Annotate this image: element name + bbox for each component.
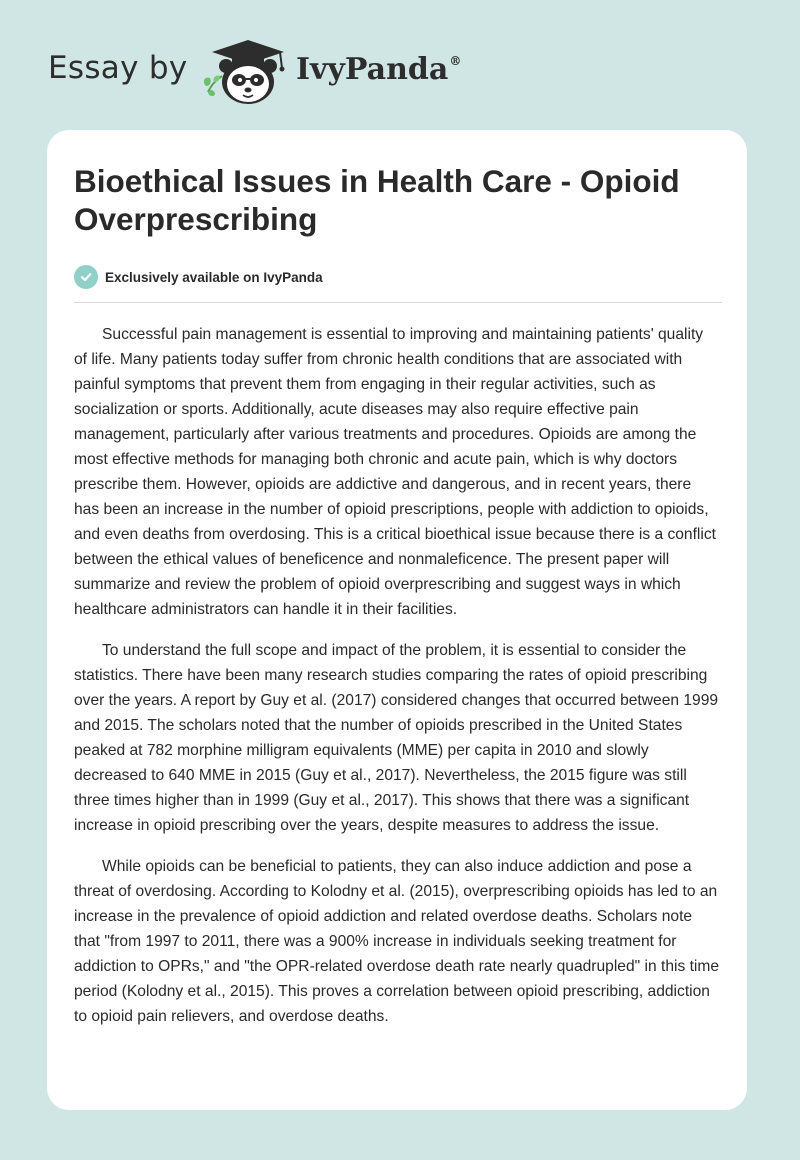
paragraph-3: While opioids can be beneficial to patients, they can also induce addiction and pose a threat of overdosing. According to Kolodny et al. (2015), overprescribing opioids has led to an increase in the prevalence of opioid addiction and related overdose deaths. Scholars note that "from 1997 to 2011, there was a 900% increase in individuals seeking treatment for addiction to OPRs," and "the OPR-related overdose death rate nearly quadrupled" in this time period (Kolodny et al., 2015). This proves a correlation between opioid prescribing, addiction to opioid pain relievers, and overdose deaths. (74, 858, 720, 1025)
essay-body (74, 322, 720, 1045)
paragraph-2: To understand the full scope and impact of the problem, it is essential to consider the statistics. There have been many research studies comparing the rates of opioid prescribing over the years. A report by Guy et al. (2017) considered changes that occurred between 1999 and 2015. The scholars noted that the number of opioids prescribed in the United States peaked at 782 morphine milligram equivalents (MME) per capita in 2010 and slowly decreased to 640 MME in 2015 (Guy et al., 2017). Nevertheless, the 2015 figure was still three times higher than in 1999 (Guy et al., 2017). This shows that there was a significant increase in opioid prescribing over the years, despite measures to address the issue. (74, 642, 719, 834)
essay-by-label: Essay by (48, 50, 188, 86)
exclusive-label: Exclusively available on IvyPanda (105, 269, 323, 285)
essay-title: Bioethical Issues in Health Care - Opioid Overprescribing (74, 163, 680, 237)
brand-name[interactable] (296, 52, 461, 87)
exclusive-badge (74, 264, 323, 290)
essay-card (47, 130, 747, 1110)
header (0, 0, 800, 130)
paragraph-1: Successful pain management is essential to improving and maintaining patients' quality of life. Many patients today suffer from chronic health conditions that are associated with painful symptoms that prevent them from engaging in their regular activities, such as socialization or sports. Additionally, acute diseases may also require effective pain management, particularly after various treatments and procedures. Opioids are among the most effective methods for managing both chronic and acute pain, which is why doctors prescribe them. However, opioids are addictive and dangerous, and in recent years, there has been an increase in the number of opioid prescriptions, people with addiction to opioids, and even deaths from overdosing. This is a critical bioethical issue because there is a conflict between the ethical values of beneficence and nonmaleficence. The present paper will summarize and review the problem of opioid overprescribing and suggest ways in which healthcare administrators can handle it in their facilities. (74, 326, 716, 618)
brand-label: IvyPanda (296, 52, 449, 87)
registered-mark: ® (449, 54, 462, 68)
panda-graduation-cap-icon[interactable] (198, 34, 294, 108)
divider (74, 302, 722, 303)
check-circle-icon (74, 265, 98, 289)
